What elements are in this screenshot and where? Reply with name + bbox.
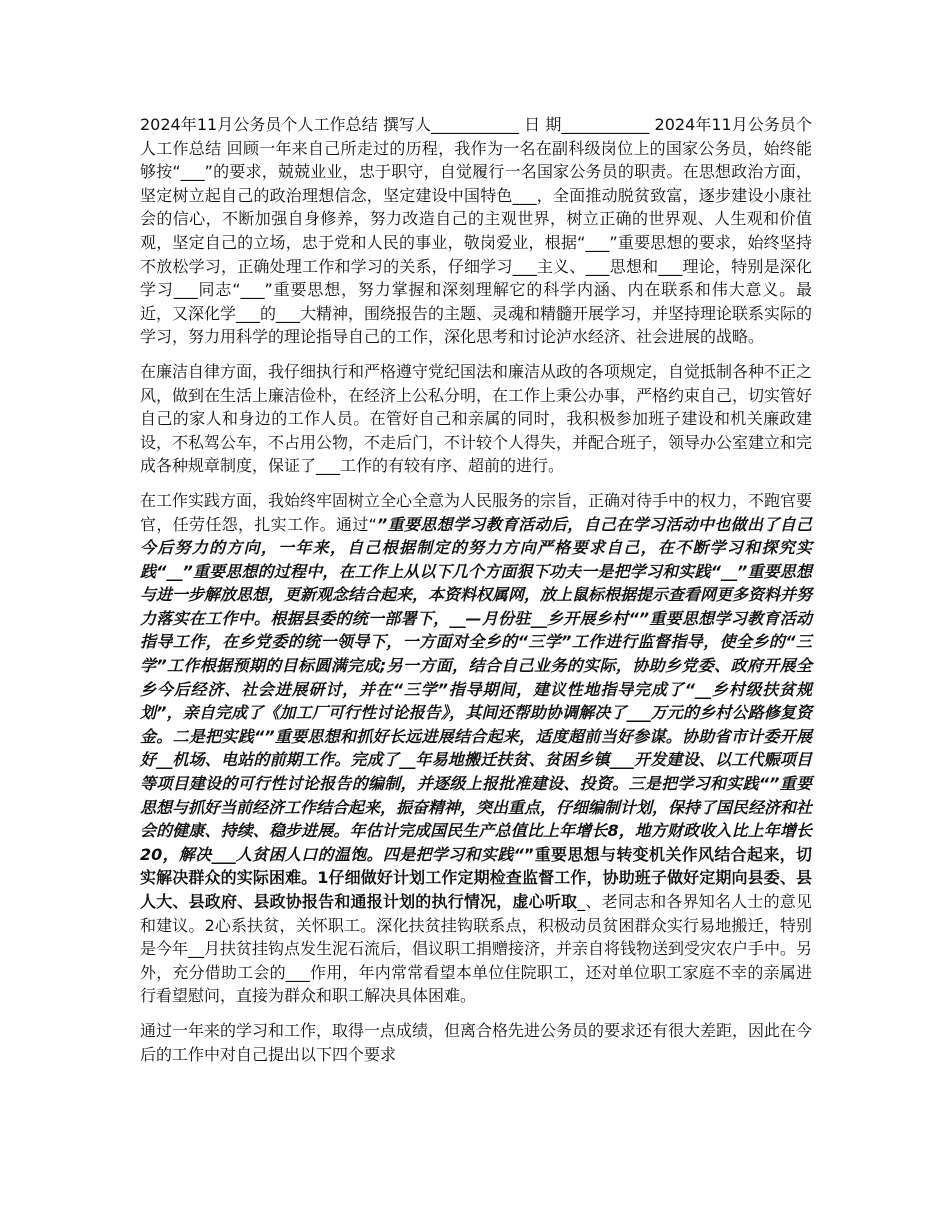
paragraph-intro: 2024年11月公务员个人工作总结 撰写人___________ 日 期___________ 2024年11月公务员个人工作总结 回顾一年来自己所走过的历程，我作为一名在副科级岗位上的国家公务员，始终能够按“___”的要求，兢兢业业，忠于职守，自觉履行一名国家公务员的职责。在思想政治方面，坚定树立起自己的政治理想信念，坚定建设中国特色___，全面推动脱贫致富，逐步建设小康社会的信心，不断加强自身修养，努力改造自己的主观世界，树立正确的世界观、人生观和价值观，坚定自己的立场，忠于党和人民的事业，敬岗爱业，根据“___”重要思想的要求，始终坚持不放松学习，正确处理工作和学习的关系，仔细学习___主义、___思想和___理论，特别是深化学习___同志“___”重要思想，努力掌握和深刻理解它的科学内涵、内在联系和伟大意义。最近，又深化学___的___大精神，围绕报告的主题、灵魂和精髓开展学习，并坚持理论联系实际的学习，努力用科学的理论指导自己的工作，深化思考和讨论泸水经济、社会进展的战略。 — [140, 115, 813, 347]
paragraph-work-practice — [140, 489, 812, 1008]
document-body — [140, 113, 812, 1077]
work-practice-tail: _、老同志和各界知名人士的意见和建议。2心系扶贫，关怀职工。深化扶贫挂钩联系点，积极动员贫困群众实行易地搬迁，特别是今年__月扶贫挂钩点发生泥石流后，倡议职工捐赠接济，并亲自将钱物送到受灾农户手中。另外，充分借助工会的___作用，年内常常看望本单位住院职工，还对单位职工家庭不幸的亲属进行看望慰问，直接为群众和职工解决具体困难。 — [140, 892, 813, 1006]
paragraph-conclusion: 通过一年来的学习和工作，取得一点成绩，但离合格先进公务员的要求还有很大差距，因此在今后的工作中对自己提出以下四个要求 — [140, 1020, 813, 1064]
work-practice-lead: 在工作实践方面，我始终牢固树立全心全意为人民服务的宗旨，正确对待手中的权力，不跑官要官，任劳任怨，扎实工作。通过“ — [140, 490, 813, 534]
work-practice-bold: ”重要思想与转变机关作风结合起来，切实解决群众的实际困难。1仔细做好计划工作定期检查监督工作，协助班子做好定期向县委、县人大、县政府、县政协报告和通报计划的执行情况，虚心听取 — [140, 844, 812, 911]
paragraph-integrity: 在廉洁自律方面，我仔细执行和严格遵守党纪国法和廉洁从政的各项规定，自觉抵制各种不正之风，做到在生活上廉洁俭朴，在经济上公私分明，在工作上秉公办事，严格约束自己，切实管好自己的家人和身边的工作人员。在管好自己和亲属的同时，我积极参加班子建设和机关廉政建设，不私驾公车，不占用公物，不走后门，不计较个人得失，并配合班子，领导办公室建立和完成各种规章制度，保证了___工作的有较有序、超前的进行。 — [140, 361, 813, 476]
work-practice-bold-italic: ”重要思想学习教育活动后，自己在学习活动中也做出了自己今后努力的方向，一年来，自己根据制定的努力方向严格要求自己，在不断学习和探究实践“__”重要思想的过程中，在工作上从以下几个方面狠下功夫一是把学习和实践“__”重要思想与进一步解放思想，更新观念结合起来，本资料权属网，放上鼠标根据提示查看网更多资料并努力落实在工作中。根据县委的统一部署下，__—月份驻__乡开展乡村“”重要思想学习教育活动指导工作，在乡党委的统一领导下，一方面对全乡的“三学”工作进行监督指导，使全乡的“三学”工作根据预期的目标圆满完成;另一方面，结合自己业务的实际，协助乡党委、政府开展全乡今后经济、社会进展研讨，并在“三学”指导期间，建议性地指导完成了“__乡村级扶贫规划”，亲自完成了《加工厂可行性讨论报告》，其间还帮助协调解决了___万元的乡村公路修复资金。二是把实践“”重要思想和抓好长远进展结合起来，适度超前当好参谋。协助省市计委开展好__机场、电站的前期工作。完成了__年易地搬迁扶贫、贫困乡镇___开发建设、以工代赈项目等项目建设的可行性讨论报告的编制，并逐级上报批准建设、投资。三是把学习和实践“”重要思想与抓好当前经济工作结合起来，振奋精神，突出重点，仔细编制计划，保持了国民经济和社会的健康、持续、稳步进展。年估计完成国民生产总值比上年增长8，地方财政收入比上年增长20，解决___人贫困人口的温饱。四是把学习和实践“ — [140, 514, 813, 864]
